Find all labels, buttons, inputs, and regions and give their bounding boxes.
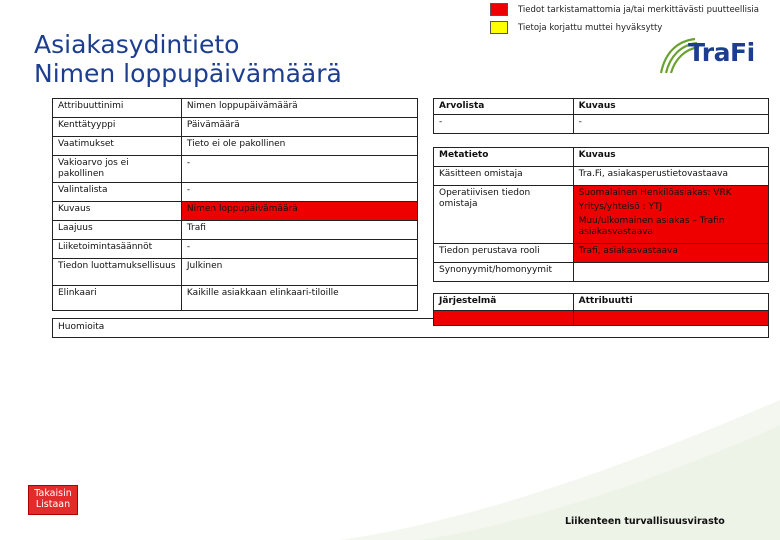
- attribute-row: [53, 99, 418, 118]
- attribute-table: [52, 98, 418, 311]
- metadata-value-line: Yritys/yhteisö : YTJ: [578, 202, 663, 212]
- attribute-value: Julkinen: [181, 259, 417, 286]
- attribute-row: [53, 202, 418, 221]
- logo-text: TraFi: [688, 38, 755, 67]
- footer-agency-name: Liikenteen turvallisuusvirasto: [565, 516, 725, 527]
- attribute-row: [53, 240, 418, 259]
- metadata-label: Käsitteen omistaja: [434, 167, 574, 186]
- metadata-value: Tra.Fi, asiakasperustietovastaava: [573, 167, 768, 186]
- metadata-table: [433, 147, 769, 282]
- back-button-line-1: Takaisin: [34, 488, 72, 499]
- value-list-header: Arvolista: [434, 99, 574, 115]
- metadata-row: [434, 263, 769, 282]
- attribute-label: Attribuuttinimi: [53, 99, 182, 118]
- metadata-header: Metatieto: [434, 148, 574, 167]
- attribute-label: Tiedon luottamuksellisuus: [53, 259, 182, 286]
- attribute-header: Attribuutti: [573, 294, 768, 311]
- attribute-label: Laajuus: [53, 221, 182, 240]
- attribute-value: -: [181, 240, 417, 259]
- legend-yellow-swatch: [490, 21, 508, 34]
- legend-corrected-text: Tietoja korjattu muttei hyväksytty: [518, 22, 663, 33]
- attribute-value: Nimen loppupäivämäärä: [181, 202, 417, 221]
- attribute-label: Kenttätyyppi: [53, 118, 182, 137]
- attribute-value: Päivämäärä: [181, 118, 417, 137]
- metadata-value-line: Suomalainen Henkilöasiakas: VRK: [578, 188, 732, 198]
- attribute-label: Elinkaari: [53, 286, 182, 311]
- metadata-value: [573, 263, 768, 282]
- attribute-value: [573, 311, 768, 326]
- metadata-label: Operatiivisen tiedon omistaja: [434, 186, 574, 244]
- attribute-row: [53, 221, 418, 240]
- metadata-row: [434, 244, 769, 263]
- title-line-2: Nimen loppupäivämäärä: [34, 59, 342, 88]
- metadata-value: Trafi, asiakasvastaava: [573, 244, 768, 263]
- metadata-description-header: Kuvaus: [573, 148, 768, 167]
- attribute-row: [53, 259, 418, 286]
- attribute-row: [53, 137, 418, 156]
- metadata-row: [434, 186, 769, 244]
- legend-unverified: [490, 3, 759, 16]
- metadata-row: [434, 167, 769, 186]
- system-header: Järjestelmä: [434, 294, 574, 311]
- attribute-label: Liiketoimintasäännöt: [53, 240, 182, 259]
- attribute-label: Valintalista: [53, 183, 182, 202]
- attribute-value: -: [181, 156, 417, 183]
- attribute-row: [53, 286, 418, 311]
- legend-red-swatch: [490, 3, 508, 16]
- attribute-value: Trafi: [181, 221, 417, 240]
- attribute-value: -: [181, 183, 417, 202]
- system-table: [433, 293, 769, 326]
- attribute-row: [53, 118, 418, 137]
- metadata-value: [573, 186, 768, 244]
- attribute-row: [53, 156, 418, 183]
- attribute-row: [53, 183, 418, 202]
- back-to-list-button[interactable]: [28, 485, 78, 515]
- attribute-value: Kaikille asiakkaan elinkaari-tiloille: [181, 286, 417, 311]
- metadata-value-line: Muu/ulkomainen asiakas – Trafin asiakasvastaava: [578, 216, 725, 237]
- value-list-table: [433, 98, 769, 134]
- attribute-label: Vakioarvo jos ei pakollinen: [53, 156, 182, 183]
- metadata-label: Tiedon perustava rooli: [434, 244, 574, 263]
- legend-unverified-text: Tiedot tarkistamattomia ja/tai merkittävästi puutteellisia: [518, 4, 759, 15]
- back-button-line-2: Listaan: [35, 499, 71, 510]
- attribute-value: Nimen loppupäivämäärä: [181, 99, 417, 118]
- value-list-description-value: -: [573, 115, 768, 134]
- title-line-1: Asiakasydintieto: [34, 30, 240, 59]
- value-list-value: -: [434, 115, 574, 134]
- page-title: [34, 30, 342, 88]
- value-list-description-header: Kuvaus: [573, 99, 768, 115]
- notes-label: Huomioita: [58, 322, 105, 332]
- attribute-label: Vaatimukset: [53, 137, 182, 156]
- attribute-value: Tieto ei ole pakollinen: [181, 137, 417, 156]
- legend-corrected: [490, 21, 662, 34]
- attribute-label: Kuvaus: [53, 202, 182, 221]
- metadata-label: Synonyymit/homonyymit: [434, 263, 574, 282]
- system-value: [434, 311, 574, 326]
